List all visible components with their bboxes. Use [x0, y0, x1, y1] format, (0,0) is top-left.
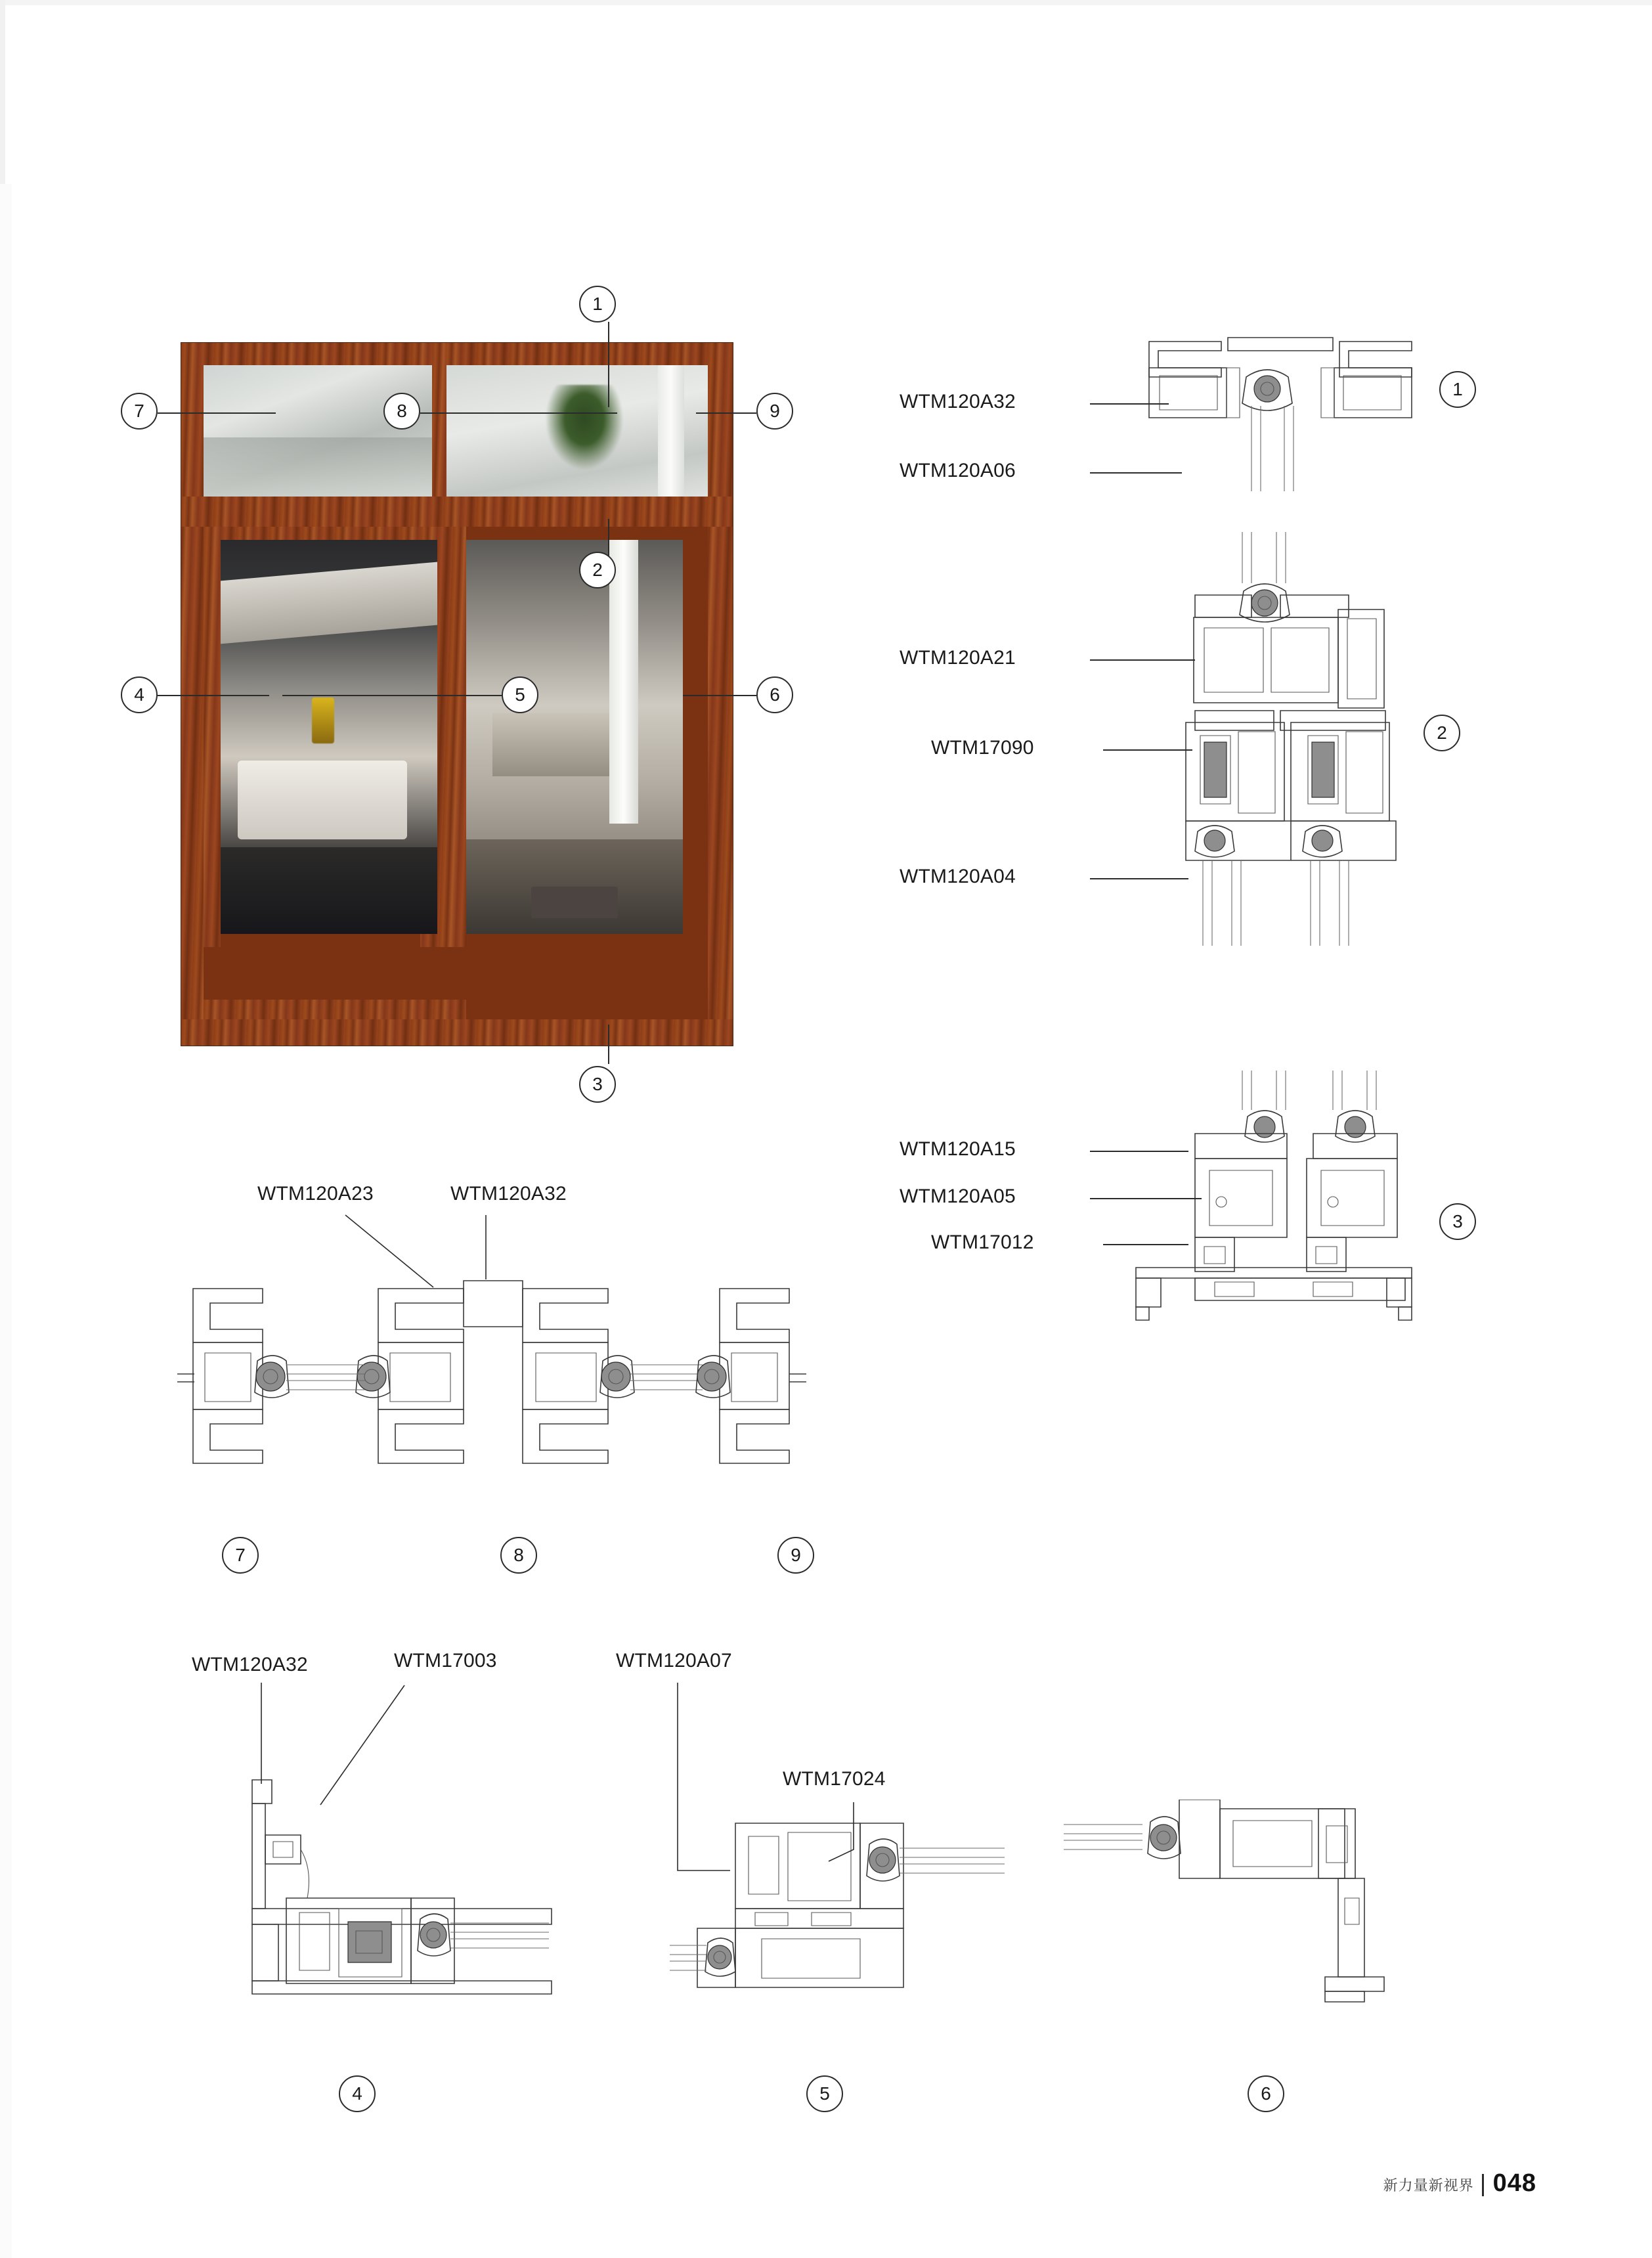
callout-section-7[interactable]: 7 [222, 1537, 259, 1574]
part-label-1-b: WTM120A06 [900, 460, 1016, 481]
window-product-photo [181, 343, 733, 1046]
page-edge-top [0, 0, 1652, 5]
callout-photo-7[interactable]: 7 [121, 393, 158, 430]
leader-3-c [1103, 1244, 1188, 1245]
part-label-789-a: WTM120A23 [257, 1183, 374, 1205]
leader-3-a [1090, 1151, 1188, 1152]
part-label-2-b: WTM17090 [931, 737, 1034, 759]
frame-top [181, 343, 733, 365]
part-label-1-a: WTM120A32 [900, 391, 1016, 412]
part-label-4-a: WTM120A32 [192, 1654, 308, 1675]
callout-photo-6[interactable]: 6 [756, 676, 793, 713]
part-label-5-b: WTM17024 [783, 1768, 886, 1790]
leader-photo-3 [608, 1025, 609, 1064]
callout-photo-5[interactable]: 5 [502, 676, 538, 713]
frame-transom-rail [181, 497, 733, 527]
leader-2-c [1090, 878, 1188, 879]
footer-divider [1482, 2174, 1484, 2196]
glass-panel-7 [204, 365, 432, 497]
section-drawing-789 [171, 1274, 867, 1491]
leader-photo-9 [696, 412, 756, 414]
callout-section-8[interactable]: 8 [500, 1537, 537, 1574]
glass-panel-9 [446, 365, 708, 497]
callout-section-4[interactable]: 4 [339, 2075, 376, 2112]
leader-5-group [657, 1673, 893, 1916]
floor-reflection [221, 847, 437, 934]
ceiling-reflection [221, 562, 437, 644]
callout-section-2[interactable]: 2 [1424, 715, 1460, 751]
glass-panel-6 [466, 540, 683, 934]
callout-photo-9[interactable]: 9 [756, 393, 793, 430]
part-label-3-c: WTM17012 [931, 1231, 1034, 1253]
leader-photo-8 [420, 412, 617, 414]
leader-1-a [1090, 403, 1169, 405]
column-reflection [658, 365, 684, 497]
part-label-2-c: WTM120A04 [900, 866, 1016, 887]
part-label-5-a: WTM120A07 [616, 1650, 732, 1671]
callout-section-1[interactable]: 1 [1439, 371, 1476, 408]
sofa-reflection [238, 761, 406, 839]
part-label-4-b: WTM17003 [394, 1650, 497, 1671]
callout-photo-1[interactable]: 1 [579, 286, 616, 322]
leader-photo-7 [158, 412, 276, 414]
sash-left-stile [204, 527, 221, 947]
frame-bottom [181, 1019, 733, 1046]
section-drawing-2 [1116, 532, 1445, 965]
frame-left [181, 343, 204, 1046]
section-drawing-3 [1116, 1071, 1458, 1373]
leader-789-group [328, 1208, 552, 1300]
part-label-3-a: WTM120A15 [900, 1138, 1016, 1160]
callout-section-6[interactable]: 6 [1248, 2075, 1284, 2112]
section-drawing-6 [1064, 1800, 1418, 2016]
leader-3-b [1090, 1198, 1202, 1199]
part-label-2-a: WTM120A21 [900, 647, 1016, 669]
leader-photo-1 [608, 322, 609, 407]
page-edge-band [0, 184, 12, 2258]
leader-photo-5 [282, 695, 502, 696]
callout-section-9[interactable]: 9 [777, 1537, 814, 1574]
page-number: 048 [1492, 2169, 1536, 2197]
callout-photo-8[interactable]: 8 [383, 393, 420, 430]
page-footer [1383, 2169, 1536, 2198]
callout-photo-4[interactable]: 4 [121, 676, 158, 713]
sash-left-bottom-rail [204, 1000, 466, 1019]
leader-photo-2 [608, 519, 609, 558]
decor-reflection [312, 697, 334, 743]
leader-photo-6 [683, 695, 756, 696]
glass-panel-4 [221, 540, 437, 934]
frame-transom-mullion [432, 343, 446, 511]
frame-right [708, 343, 733, 1046]
footer-brand: 新力量新视界 [1383, 2177, 1474, 2194]
callout-section-3[interactable]: 3 [1439, 1203, 1476, 1240]
leader-1-b [1090, 472, 1182, 474]
section-drawing-1 [1129, 328, 1431, 525]
mat-reflection [531, 887, 618, 918]
leader-2-b [1103, 749, 1192, 751]
leader-2-a [1090, 659, 1195, 661]
callout-section-5[interactable]: 5 [806, 2075, 843, 2112]
callout-photo-2[interactable]: 2 [579, 552, 616, 588]
leader-4-group [250, 1673, 466, 1818]
furniture-reflection [492, 713, 627, 776]
part-label-3-b: WTM120A05 [900, 1185, 1016, 1207]
plant-reflection [545, 385, 624, 470]
part-label-789-b: WTM120A32 [450, 1183, 567, 1205]
callout-photo-3[interactable]: 3 [579, 1066, 616, 1103]
column-reflection-2 [609, 540, 638, 824]
leader-photo-4 [158, 695, 269, 696]
